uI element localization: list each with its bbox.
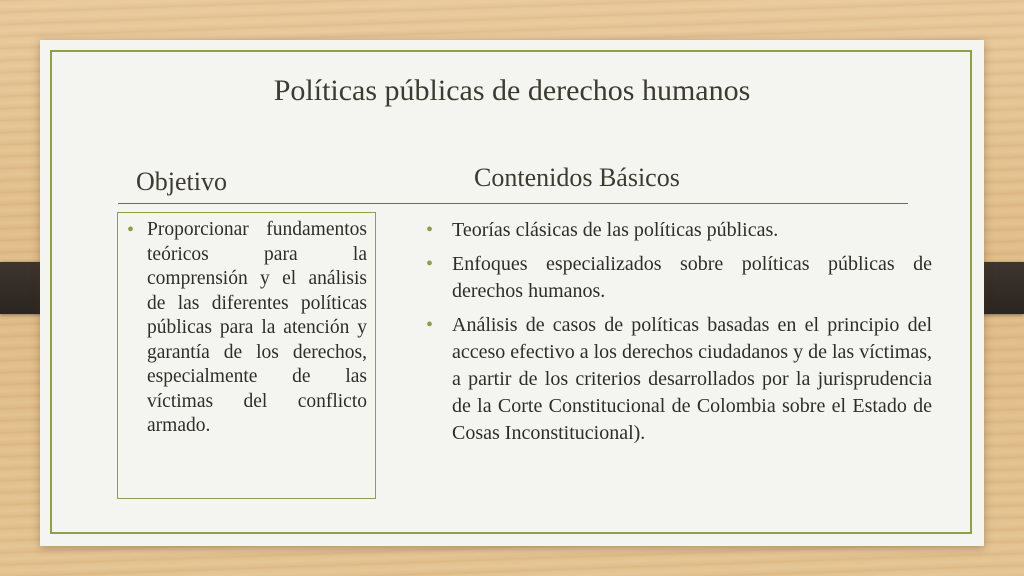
slide-title: Políticas públicas de derechos humanos [273,74,751,107]
contents-list [426,217,932,454]
contents-item-text: Enfoques especializados sobre políticas públicas de derechos humanos. [452,253,932,302]
bullet-icon: • [127,219,135,241]
contents-item [426,251,932,305]
bullet-icon: • [426,253,434,275]
contents-item-text: Teorías clásicas de las políticas públicas. [452,219,779,241]
contents-item [426,217,932,244]
contents-item [426,312,932,447]
objective-box [117,212,376,499]
heading-divider [118,203,908,204]
contents-item-text: Análisis de casos de políticas basadas en el principio del acceso efectivo a los derechos ciudadanos y de las víctimas, a partir de los criterios desarrollados por la jurisprudencia de la Corte Constitucional de Colombia sobre el Estado de Cosas Inconstitucional). [452,314,932,444]
bullet-icon: • [426,219,434,241]
objective-heading: Objetivo [136,167,227,196]
bullet-icon: • [426,314,434,336]
contents-heading: Contenidos Básicos [474,163,680,192]
objective-text: Proporcionar fundamentos teóricos para la comprensión y el análisis de las diferentes políticas públicas para la atención y garantía de los derechos, especialmente de las víctimas del conflicto armado. [147,219,367,436]
